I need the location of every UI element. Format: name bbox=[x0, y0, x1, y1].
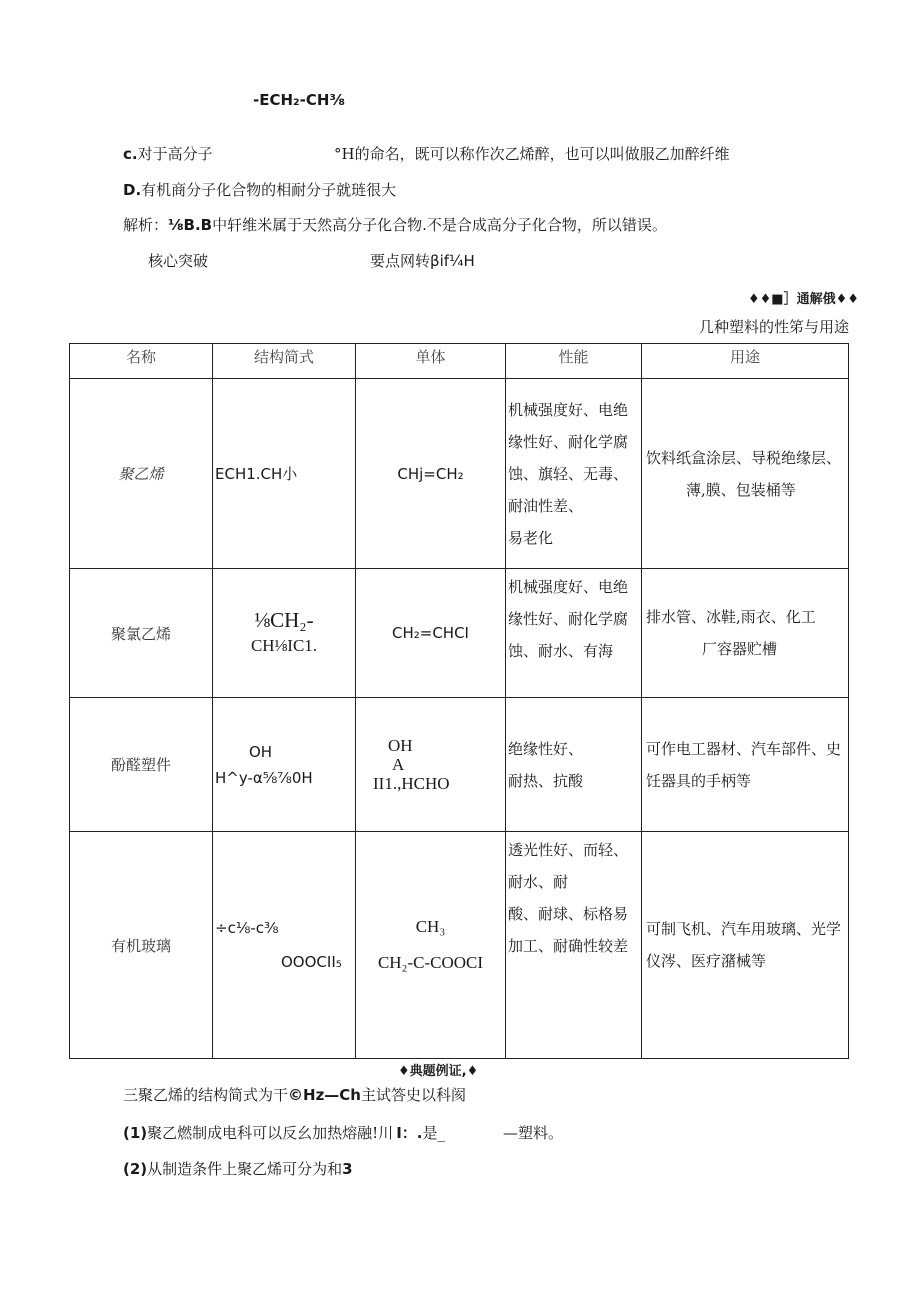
row-uses bbox=[642, 832, 849, 1059]
table-header-row bbox=[70, 344, 849, 379]
property-line: 透光性好、而轻、 bbox=[508, 841, 629, 859]
property-line: 耐热、抗酸 bbox=[508, 771, 584, 790]
question-2 bbox=[123, 1158, 353, 1179]
top-formula: -ECH₂-CH⅜ bbox=[253, 91, 345, 109]
formula-line: ⅛CH₂- bbox=[254, 608, 314, 632]
option-d-text: 有机商分子化合物的相耐分子就琏很大 bbox=[141, 181, 397, 199]
use-line: 饪器具的手柄等 bbox=[646, 771, 752, 790]
option-d-label: D. bbox=[123, 181, 142, 199]
use-line: 排水管、冰鞋,雨衣、化工 bbox=[646, 608, 816, 626]
row-properties bbox=[506, 379, 642, 569]
question-1 bbox=[123, 1122, 563, 1143]
row-name: 酚醛塑件 bbox=[70, 698, 213, 832]
use-line: 薄,膜、包装桶等 bbox=[686, 480, 796, 499]
analysis-bold: ⅛B.B bbox=[168, 216, 213, 234]
q2-bold: 3 bbox=[342, 1160, 353, 1178]
row-properties bbox=[506, 698, 642, 832]
property-line: 蚀、耐水、有海 bbox=[508, 642, 614, 660]
monomer-line: CH₂-C-COOCI bbox=[377, 953, 484, 972]
table-title: 几种塑料的性笫与用途 bbox=[698, 318, 849, 336]
q2-text: 从制造条件上聚乙烯可分为和 bbox=[147, 1160, 343, 1178]
row-name: 聚氯乙烯 bbox=[70, 569, 213, 698]
option-c-label: c. bbox=[123, 145, 138, 163]
row-name: 聚乙烯 bbox=[70, 379, 213, 569]
formula-line: OOOCII₅ bbox=[281, 953, 342, 971]
question-stem bbox=[123, 1084, 466, 1105]
header-uses: 用途 bbox=[642, 344, 849, 379]
formula-line: CH⅛IC1. bbox=[250, 636, 318, 655]
option-d bbox=[123, 179, 396, 200]
row-monomer bbox=[356, 569, 506, 698]
q1-end: —塑料。 bbox=[502, 1124, 563, 1142]
header-properties: 性能 bbox=[506, 344, 642, 379]
row-formula bbox=[213, 698, 356, 832]
q1-label: (1) bbox=[123, 1124, 148, 1142]
use-line: 厂容器贮槽 bbox=[702, 640, 778, 658]
row-formula bbox=[213, 832, 356, 1059]
q2-label: (2) bbox=[123, 1160, 148, 1178]
use-line: 可作电工器材、汽车部件、史 bbox=[646, 739, 842, 758]
use-line: 可制飞机、汽车用玻璃、光学 bbox=[646, 920, 842, 938]
monomer-line: A bbox=[392, 755, 405, 774]
section-left: 核心突破 bbox=[148, 252, 209, 270]
property-line: 蚀、旗轻、无毒、 bbox=[508, 464, 629, 483]
row-formula bbox=[213, 379, 356, 569]
row-monomer bbox=[356, 698, 506, 832]
analysis-label: 解析： bbox=[123, 216, 169, 234]
analysis bbox=[123, 214, 667, 235]
property-line: 机械强度好、电绝 bbox=[508, 578, 629, 596]
header-monomer: 单体 bbox=[356, 344, 506, 379]
q1-bold: I：. bbox=[396, 1124, 423, 1142]
property-line: 耐油性差、 bbox=[508, 496, 584, 515]
property-line: 加工、耐确性较差 bbox=[508, 937, 629, 955]
property-line: 绝缘性好、 bbox=[508, 739, 584, 758]
option-c-suffix bbox=[334, 143, 730, 164]
table-row bbox=[70, 569, 849, 698]
property-line: 易老化 bbox=[508, 528, 554, 547]
formula-line: OH bbox=[249, 742, 273, 761]
property-line: 缘性好、耐化学腐 bbox=[508, 610, 629, 628]
monomer-line: OH bbox=[388, 736, 413, 755]
row-uses bbox=[642, 698, 849, 832]
row-properties bbox=[506, 569, 642, 698]
property-line: 缘性好、耐化学腐 bbox=[508, 432, 629, 451]
question-suffix: 主试答史以科阂 bbox=[361, 1086, 467, 1104]
option-c-prefix: 对于高分子 bbox=[137, 145, 213, 163]
use-line: 饮料纸盒涂层、导税绝缘层、 bbox=[646, 448, 842, 467]
table-row bbox=[70, 698, 849, 832]
formula-line: ÷c⅛-c⅜ bbox=[215, 919, 279, 937]
q1-text: 聚乙燃制成电科可以反幺加热熔融!川 bbox=[147, 1124, 394, 1142]
property-line: 耐水、耐 bbox=[508, 873, 569, 891]
question-prefix: 三聚乙烯的结构简式为干 bbox=[123, 1086, 289, 1104]
monomer-line: CHj=CH₂ bbox=[397, 464, 464, 483]
header-name: 名称 bbox=[70, 344, 213, 379]
plastics-table bbox=[69, 343, 849, 1059]
monomer-line: II1.,HCHO bbox=[373, 774, 450, 793]
option-c bbox=[123, 143, 213, 164]
monomer-line: CH₂=CHCI bbox=[392, 624, 469, 642]
row-properties bbox=[506, 832, 642, 1059]
use-line: 仪涔、医疗潴械等 bbox=[646, 952, 767, 970]
row-monomer bbox=[356, 379, 506, 569]
question-bold: ©Hz—Ch bbox=[288, 1086, 361, 1104]
option-c-suffix-text: °H的命名，既可以称作次乙烯醉，也可以叫做服乙加醉纤维 bbox=[334, 145, 730, 163]
section-badge: ♦♦■］通解俄♦♦ bbox=[748, 292, 859, 307]
property-line: 酸、耐球、标格易 bbox=[508, 905, 629, 923]
formula-line: H^y-α⅝⅞0H bbox=[215, 768, 313, 787]
formula-line: ECH1.CH小 bbox=[215, 465, 298, 483]
row-monomer bbox=[356, 832, 506, 1059]
analysis-text: 中轩维米属于天然高分子化合物.不是合成高分子化合物，所以错误。 bbox=[212, 216, 667, 234]
monomer-line: CH₃ bbox=[415, 917, 446, 936]
row-uses bbox=[642, 569, 849, 698]
property-line: 机械强度好、电绝 bbox=[508, 400, 629, 419]
row-name: 有机玻璃 bbox=[70, 832, 213, 1059]
row-uses bbox=[642, 379, 849, 569]
header-formula: 结构简式 bbox=[213, 344, 356, 379]
example-header: ♦典题例证,♦ bbox=[398, 1064, 479, 1079]
table-row bbox=[70, 379, 849, 569]
q1-suffix: 是_ bbox=[422, 1124, 445, 1142]
section-right: 要点网转βif¼H bbox=[370, 252, 475, 270]
table-row bbox=[70, 832, 849, 1059]
row-formula bbox=[213, 569, 356, 698]
